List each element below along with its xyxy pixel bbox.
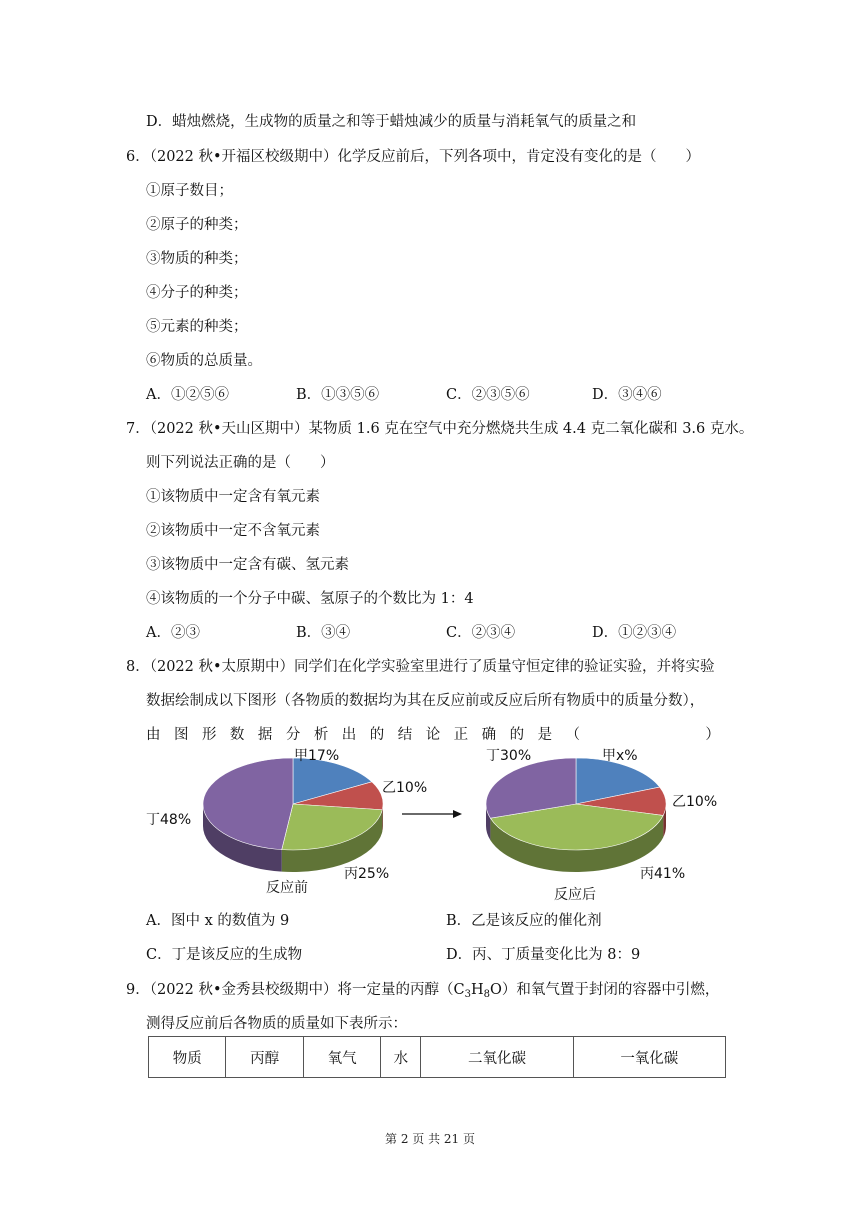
q9-subscript-1: 3 xyxy=(464,989,472,1000)
q6-option-a: A．①②⑤⑥ xyxy=(146,387,229,403)
q8-justified-char xyxy=(594,725,609,745)
q8-option-b: B．乙是该反应的催化剂 xyxy=(446,913,602,929)
table-header-cell: 物质 xyxy=(149,1037,226,1078)
q8-justified-char: 形 xyxy=(201,727,217,743)
q8-justified-char xyxy=(621,725,636,745)
label-before-ding: 丁48% xyxy=(146,812,192,828)
q9-stem-continued: 测得反应前后各物质的质量如下表所示： xyxy=(146,1016,407,1032)
q6-option-d: D．③④⑥ xyxy=(592,387,662,403)
q9-stem-part-3: O）和氧气置于封闭的容器中引燃， xyxy=(490,982,720,998)
q8-justified-char: 正 xyxy=(453,727,469,743)
q8-pie-charts xyxy=(146,746,726,906)
reaction-arrow xyxy=(402,810,462,818)
q8-justified-char: 据 xyxy=(257,727,273,743)
q7-item-3: ③该物质中一定含有碳、氢元素 xyxy=(146,557,349,573)
page-footer: 第 2 页 共 21 页 xyxy=(385,1132,475,1146)
q7-stem: 7．（2022 秋•天山区期中）某物质 1.6 克在空气中充分燃烧共生成 4.4 克二氧化碳和 3.6 克水。 xyxy=(126,421,754,437)
q7-option-c: C．②③④ xyxy=(446,625,516,641)
q6-option-c: C．②③⑤⑥ xyxy=(446,387,530,403)
q6-item-2: ②原子的种类； xyxy=(146,217,248,233)
q6-item-5: ⑤元素的种类； xyxy=(146,319,248,335)
q9-subscript-2: 8 xyxy=(483,989,491,1000)
q7-option-d: D．①②③④ xyxy=(592,625,677,641)
q8-justified-char: 是 xyxy=(537,727,553,743)
q7-option-a: A．②③ xyxy=(146,625,200,641)
table-header-cell: 二氧化碳 xyxy=(421,1037,573,1078)
q8-justified-char: 由 xyxy=(146,727,161,743)
label-after-bing: 丙41% xyxy=(640,866,686,882)
label-before-bing: 丙25% xyxy=(344,866,390,882)
label-before-yi: 乙10% xyxy=(382,780,428,796)
q9-stem-part-1: 9．（2022 秋•金秀县校级期中）将一定量的丙醇（C xyxy=(126,982,465,998)
q8-justified-char xyxy=(677,725,692,745)
q6-item-1: ①原子数目； xyxy=(146,183,233,199)
q6-item-3: ③物质的种类； xyxy=(146,251,248,267)
label-before-jia: 甲17% xyxy=(294,748,340,764)
caption-after: 反应后 xyxy=(554,887,596,903)
q8-justified-char: 数 xyxy=(229,727,245,743)
q6-item-6: ⑥物质的总质量。 xyxy=(146,353,262,369)
table-header-cell: 丙醇 xyxy=(226,1037,303,1078)
q6-item-4: ④分子的种类； xyxy=(146,285,248,301)
caption-before: 反应前 xyxy=(266,880,308,896)
q9-mass-table xyxy=(148,1036,726,1078)
q7-option-b: B．③④ xyxy=(296,625,351,641)
q8-option-c: C．丁是该反应的生成物 xyxy=(146,947,303,963)
q7-item-1: ①该物质中一定含有氧元素 xyxy=(146,489,320,505)
q8-justified-char: 图 xyxy=(173,727,189,743)
pie-chart-after xyxy=(486,758,666,872)
q8-justified-char: 确 xyxy=(481,727,497,743)
q7-item-4: ④该物质的一个分子中碳、氢原子的个数比为 1：4 xyxy=(146,591,474,607)
q5-option-d: D．蜡烛燃烧，生成物的质量之和等于蜡烛减少的质量与消耗氧气的质量之和 xyxy=(146,114,637,130)
table-header-cell: 氧气 xyxy=(303,1037,380,1078)
q7-stem-continued: 则下列说法正确的是（ ） xyxy=(146,455,335,471)
q8-justified-char: 论 xyxy=(425,727,441,743)
q8-stem-continued: 数据绘制成以下图形（各物质的数据均为其在反应前或反应后所有物质中的质量分数）， xyxy=(146,693,705,709)
q8-justified-char: 的 xyxy=(509,727,525,743)
q8-justified-char: 出 xyxy=(341,727,357,743)
q9-stem-part-2: H xyxy=(471,982,484,998)
table-header-cell: 水 xyxy=(381,1037,421,1078)
q8-option-a: A．图中 x 的数值为 9 xyxy=(146,913,290,929)
table-row xyxy=(149,1037,726,1078)
q8-stem: 8．（2022 秋•太原期中）同学们在化学实验室里进行了质量守恒定律的验证实验，并将实验 xyxy=(126,659,715,675)
label-after-jia: 甲x% xyxy=(602,748,638,764)
q7-item-2: ②该物质中一定不含氧元素 xyxy=(146,523,320,539)
pie-chart-before xyxy=(203,758,383,872)
q8-justified-char: 结 xyxy=(397,727,413,743)
q8-justified-char: 的 xyxy=(369,727,385,743)
q8-option-d: D．丙、丁质量变化比为 8：9 xyxy=(446,947,641,963)
q8-justified-char xyxy=(649,725,664,745)
q9-stem xyxy=(126,980,719,1000)
table-header-cell: 一氧化碳 xyxy=(573,1037,725,1078)
q8-justified-char: 析 xyxy=(313,727,329,743)
q8-justified-char: 分 xyxy=(285,727,301,743)
label-after-ding: 丁30% xyxy=(486,748,532,764)
q6-stem: 6．（2022 秋•开福区校级期中）化学反应前后，下列各项中，肯定没有变化的是（ ） xyxy=(126,149,701,165)
q8-justified-char: ） xyxy=(705,727,720,743)
label-after-yi: 乙10% xyxy=(672,794,718,810)
q8-stem-justified-line xyxy=(146,725,720,745)
q8-justified-char: （ xyxy=(565,727,581,743)
q6-option-b: B．①③⑤⑥ xyxy=(296,387,380,403)
